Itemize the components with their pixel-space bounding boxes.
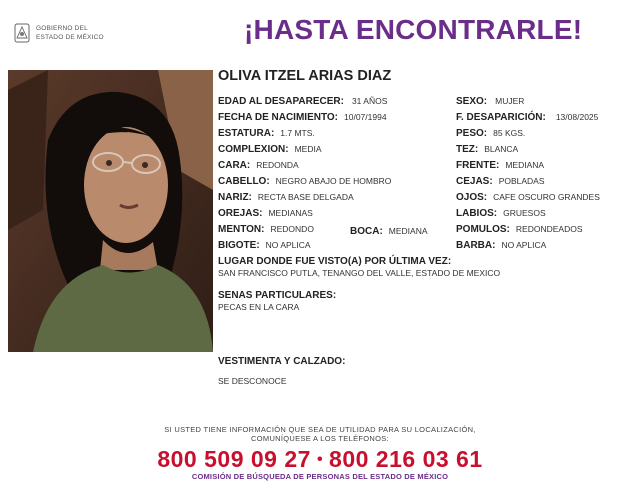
field-label: FECHA DE NACIMIENTO:: [218, 112, 338, 123]
contact-note-line-1: SI USTED TIENE INFORMACIÓN QUE SEA DE UTILIDAD PARA SU LOCALIZACIÓN,: [164, 425, 476, 434]
field-value: REDONDO: [270, 224, 314, 234]
phone-1: 800 509 09 27: [157, 446, 311, 472]
state-seal-icon: [12, 22, 32, 44]
field-value: 10/07/1994: [344, 112, 387, 122]
contact-note-line-2: COMUNÍQUESE A LOS TELÉFONOS:: [251, 434, 389, 443]
last-seen-label: LUGAR DONDE FUE VISTO(A) POR ÚLTIMA VEZ:: [218, 256, 452, 267]
person-photo: [8, 70, 213, 352]
field-label: ESTATURA:: [218, 128, 275, 139]
field-label: LABIOS:: [456, 208, 498, 219]
field-value: MEDIANA: [505, 160, 545, 170]
field-estatura: [218, 128, 315, 139]
field-value: RECTA BASE DELGADA: [257, 192, 354, 202]
field-label: OJOS:: [456, 192, 488, 203]
field-value: MEDIANAS: [268, 208, 313, 218]
field-frente: [456, 160, 544, 171]
field-label: PESO:: [456, 128, 488, 139]
commission-name: COMISIÓN DE BÚSQUEDA DE PERSONAS DEL ESTADO DE MÉXICO: [191, 472, 449, 481]
field-value: 1.7 MTS.: [280, 128, 315, 138]
field-label: BOCA:: [350, 226, 383, 237]
person-portrait: [8, 70, 213, 352]
field-value: MEDIA: [294, 144, 322, 154]
field-cabello: [218, 176, 391, 187]
logo-line-1: GOBIERNO DEL: [36, 25, 88, 32]
field-value: MUJER: [495, 96, 525, 106]
field-menton: [218, 224, 314, 235]
field-label: COMPLEXION:: [218, 144, 289, 155]
field-value: 31 AÑOS: [351, 96, 388, 106]
field-edad: [218, 96, 387, 107]
field-label: BIGOTE:: [218, 240, 260, 251]
phone-2: 800 216 03 61: [329, 446, 483, 472]
field-label: CABELLO:: [218, 176, 270, 187]
marks-value: PECAS EN LA CARA: [218, 302, 300, 312]
field-label: SEXO:: [456, 96, 488, 107]
field-label: TEZ:: [456, 144, 479, 155]
field-value: REDONDA: [256, 160, 299, 170]
clothing-label: VESTIMENTA Y CALZADO:: [218, 356, 346, 367]
field-ojos: [456, 192, 600, 203]
field-label: CEJAS:: [456, 176, 493, 187]
field-value: NO APLICA: [501, 240, 547, 250]
field-value: 85 KGS.: [493, 128, 526, 138]
government-logo: [12, 20, 122, 50]
field-labios: [456, 208, 546, 219]
field-label: FRENTE:: [456, 160, 500, 171]
field-value: GRUESOS: [503, 208, 546, 218]
field-barba: [456, 240, 546, 251]
field-peso: [456, 128, 525, 139]
field-value: CAFE OSCURO GRANDES: [493, 192, 600, 202]
field-sexo: [456, 96, 524, 107]
field-cara: [218, 160, 299, 171]
field-value: NO APLICA: [265, 240, 311, 250]
headline: ¡HASTA ENCONTRARLE!: [244, 14, 583, 45]
field-complexion: [218, 144, 321, 155]
field-value: NEGRO ABAJO DE HOMBRO: [275, 176, 392, 186]
marks-label: SENAS PARTICULARES:: [218, 290, 337, 301]
field-label: NARIZ:: [218, 192, 252, 203]
field-label: OREJAS:: [218, 208, 263, 219]
field-value: POBLADAS: [498, 176, 545, 186]
field-cejas: [456, 176, 545, 187]
phone-numbers: [0, 446, 640, 473]
field-pomulos: [456, 224, 582, 235]
field-label: BARBA:: [456, 240, 496, 251]
field-value: 13/08/2025: [555, 112, 599, 122]
field-label: F. DESAPARICIÓN:: [456, 112, 546, 123]
last-seen-value: SAN FRANCISCO PUTLA, TENANGO DEL VALLE, ESTADO DE MEXICO: [218, 268, 501, 278]
phone-separator: •: [316, 451, 324, 468]
field-boca: [350, 226, 428, 237]
field-nariz: [218, 192, 354, 203]
clothing-value: SE DESCONOCE: [218, 376, 287, 386]
field-value: REDONDEADOS: [515, 224, 583, 234]
field-label: POMULOS:: [456, 224, 510, 235]
field-value: MEDIANA: [388, 226, 428, 236]
field-bigote: [218, 240, 311, 251]
field-nacimiento: [218, 112, 387, 123]
field-value: BLANCA: [484, 144, 519, 154]
field-tez: [456, 144, 518, 155]
field-label: MENTON:: [218, 224, 265, 235]
person-name: OLIVA ITZEL ARIAS DIAZ: [218, 68, 392, 84]
field-label: CARA:: [218, 160, 251, 171]
field-desaparicion: [456, 112, 598, 123]
field-orejas: [218, 208, 313, 219]
logo-line-2: ESTADO DE MÉXICO: [36, 34, 104, 41]
field-label: EDAD AL DESAPARECER:: [218, 96, 344, 107]
